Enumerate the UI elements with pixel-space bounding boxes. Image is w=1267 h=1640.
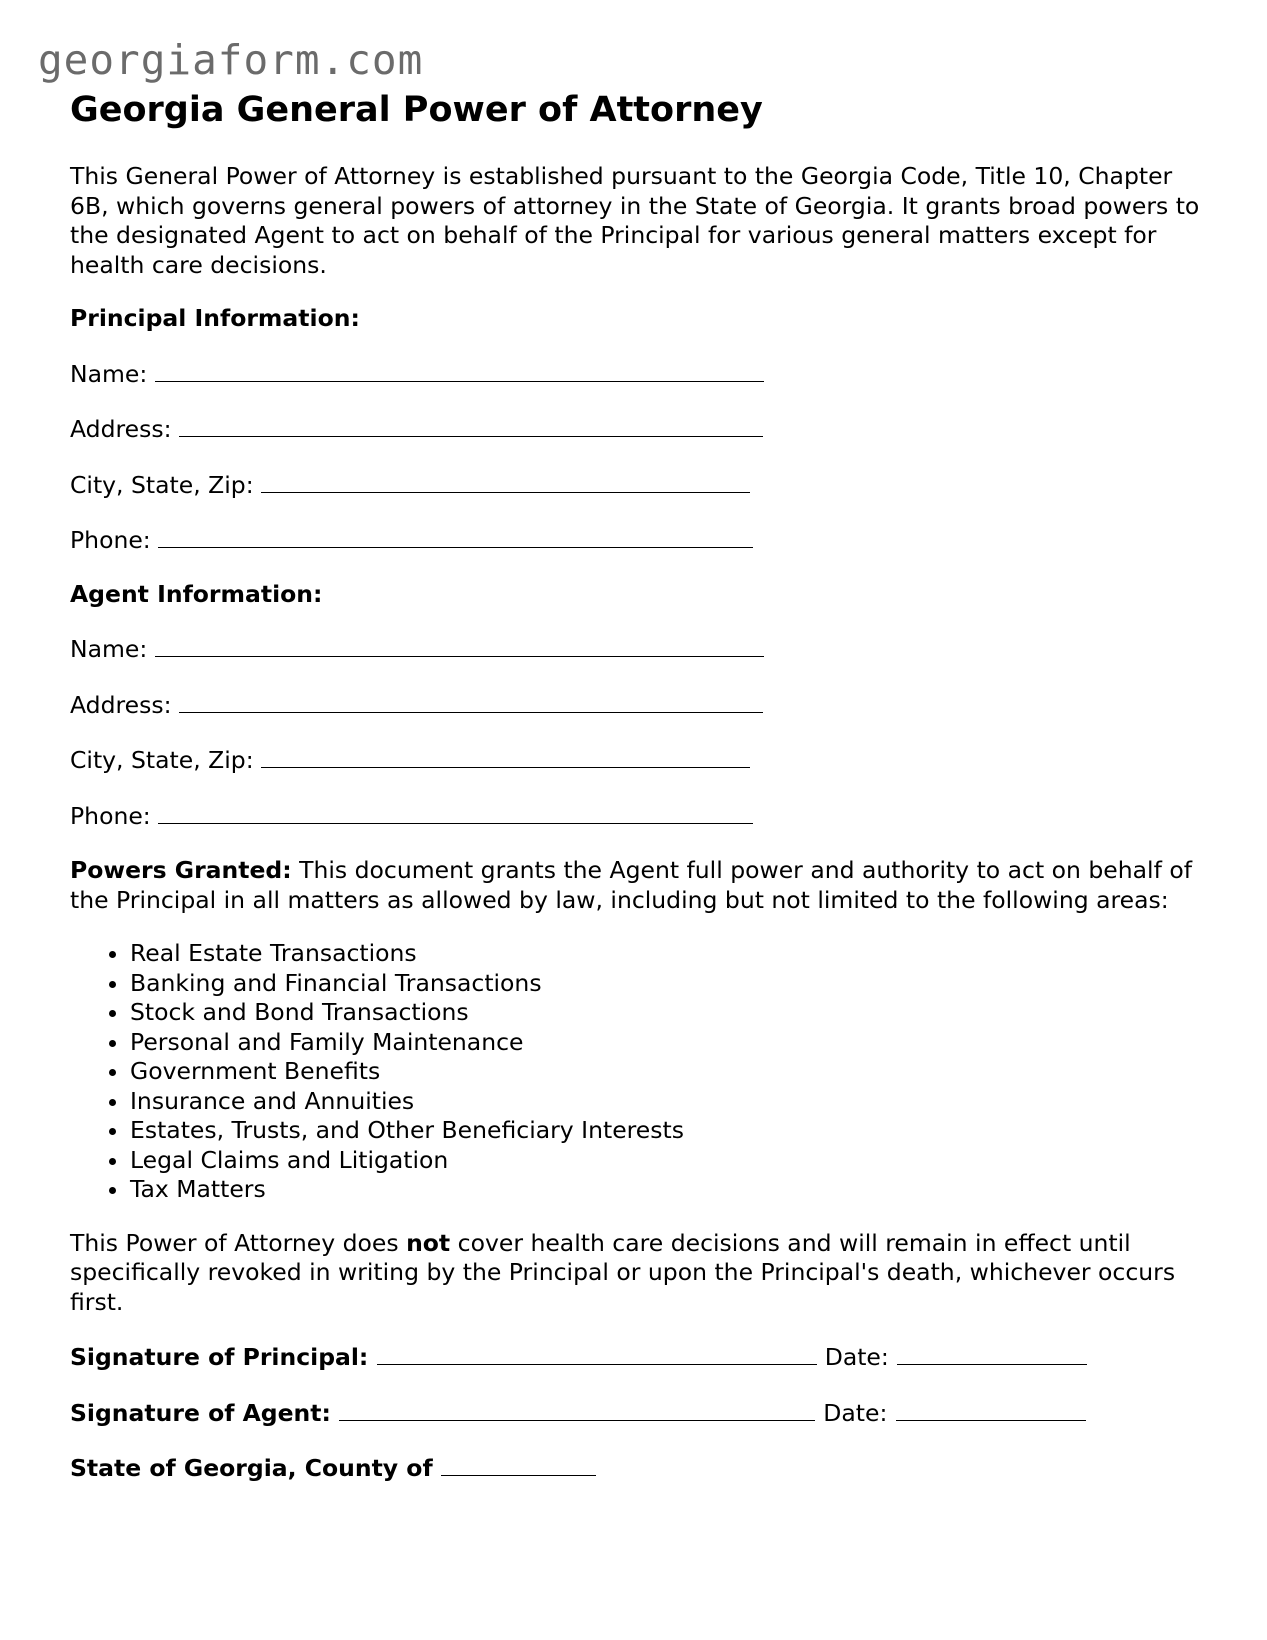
principal-city-label: City, State, Zip: — [70, 470, 254, 499]
principal-heading: Principal Information: — [70, 304, 360, 332]
principal-phone-blank[interactable] — [158, 525, 753, 548]
agent-address-field — [70, 690, 1200, 721]
principal-address-label: Address: — [70, 415, 172, 443]
closing-emphasis: not — [406, 1228, 451, 1257]
list-item: • Insurance and Annuities — [130, 1087, 1200, 1117]
agent-phone-field — [70, 801, 1200, 832]
list-item: • Tax Matters — [130, 1175, 1200, 1205]
list-item: • Legal Claims and Litigation — [130, 1146, 1200, 1176]
principal-phone-label: Phone: — [70, 526, 151, 554]
agent-address-blank[interactable] — [179, 690, 763, 713]
powers-text: This document grants the Agent full power and authority to act on behalf of the Principal in all matters as allowed by law, including but not limited to the following areas: — [70, 856, 1192, 914]
county-blank[interactable] — [441, 1453, 596, 1476]
watermark: georgiaform.com — [38, 36, 424, 84]
agent-city-blank[interactable] — [261, 745, 750, 768]
agent-date-label: Date: — [823, 1398, 888, 1427]
agent-phone-label: Phone: — [70, 801, 151, 830]
closing-after: cover health care decisions and will remain in effect until specifically revoked in writing by the Principal or upon the Principal's death, whichever occurs first. — [70, 1228, 1176, 1316]
intro-paragraph: This General Power of Attorney is established pursuant to the Georgia Code, Title 10, Chapter 6B, which governs general powers of attorney in the State of Georgia. It grants broad powers to the designated Agent to act on behalf of the Principal for various general matters except for health care decisions. — [70, 162, 1200, 279]
agent-name-blank[interactable] — [155, 634, 764, 657]
principal-phone-field — [70, 525, 1200, 556]
powers-paragraph — [70, 856, 1200, 915]
document-page — [70, 88, 1200, 1484]
page-title: Georgia General Power of Attorney — [70, 90, 763, 130]
county-label: State of Georgia, County of — [70, 1454, 433, 1482]
principal-date-blank[interactable] — [897, 1342, 1087, 1365]
county-line — [70, 1453, 1200, 1484]
agent-name-field — [70, 634, 1200, 665]
list-item: • Personal and Family Maintenance — [130, 1028, 1200, 1058]
agent-address-label: Address: — [70, 690, 172, 719]
principal-signature-line — [70, 1342, 1200, 1373]
agent-city-field — [70, 745, 1200, 776]
list-item: • Banking and Financial Transactions — [130, 969, 1200, 999]
principal-name-blank[interactable] — [155, 359, 764, 382]
principal-signature-label: Signature of Principal: — [70, 1343, 369, 1371]
principal-city-field — [70, 470, 1200, 501]
principal-address-blank[interactable] — [179, 414, 763, 437]
agent-heading: Agent Information: — [70, 579, 323, 608]
powers-list — [70, 939, 1200, 1205]
agent-signature-blank[interactable] — [339, 1398, 815, 1421]
principal-name-field — [70, 359, 1200, 390]
principal-signature-blank[interactable] — [377, 1342, 817, 1365]
list-item: • Real Estate Transactions — [130, 939, 1200, 969]
closing-before: This Power of Attorney does — [70, 1228, 399, 1257]
principal-address-field — [70, 414, 1200, 445]
powers-heading: Powers Granted: — [70, 856, 292, 884]
agent-date-blank[interactable] — [896, 1398, 1086, 1421]
list-item: • Estates, Trusts, and Other Beneficiary Interests — [130, 1116, 1200, 1146]
agent-name-label: Name: — [70, 635, 148, 663]
list-item: • Stock and Bond Transactions — [130, 998, 1200, 1028]
closing-paragraph — [70, 1229, 1200, 1318]
agent-signature-line — [70, 1398, 1200, 1429]
agent-signature-label: Signature of Agent: — [70, 1398, 331, 1427]
agent-city-label: City, State, Zip: — [70, 746, 254, 774]
principal-date-label: Date: — [824, 1343, 889, 1371]
agent-phone-blank[interactable] — [158, 801, 753, 824]
list-item: • Government Benefits — [130, 1057, 1200, 1087]
principal-name-label: Name: — [70, 359, 148, 388]
principal-city-blank[interactable] — [261, 470, 750, 493]
